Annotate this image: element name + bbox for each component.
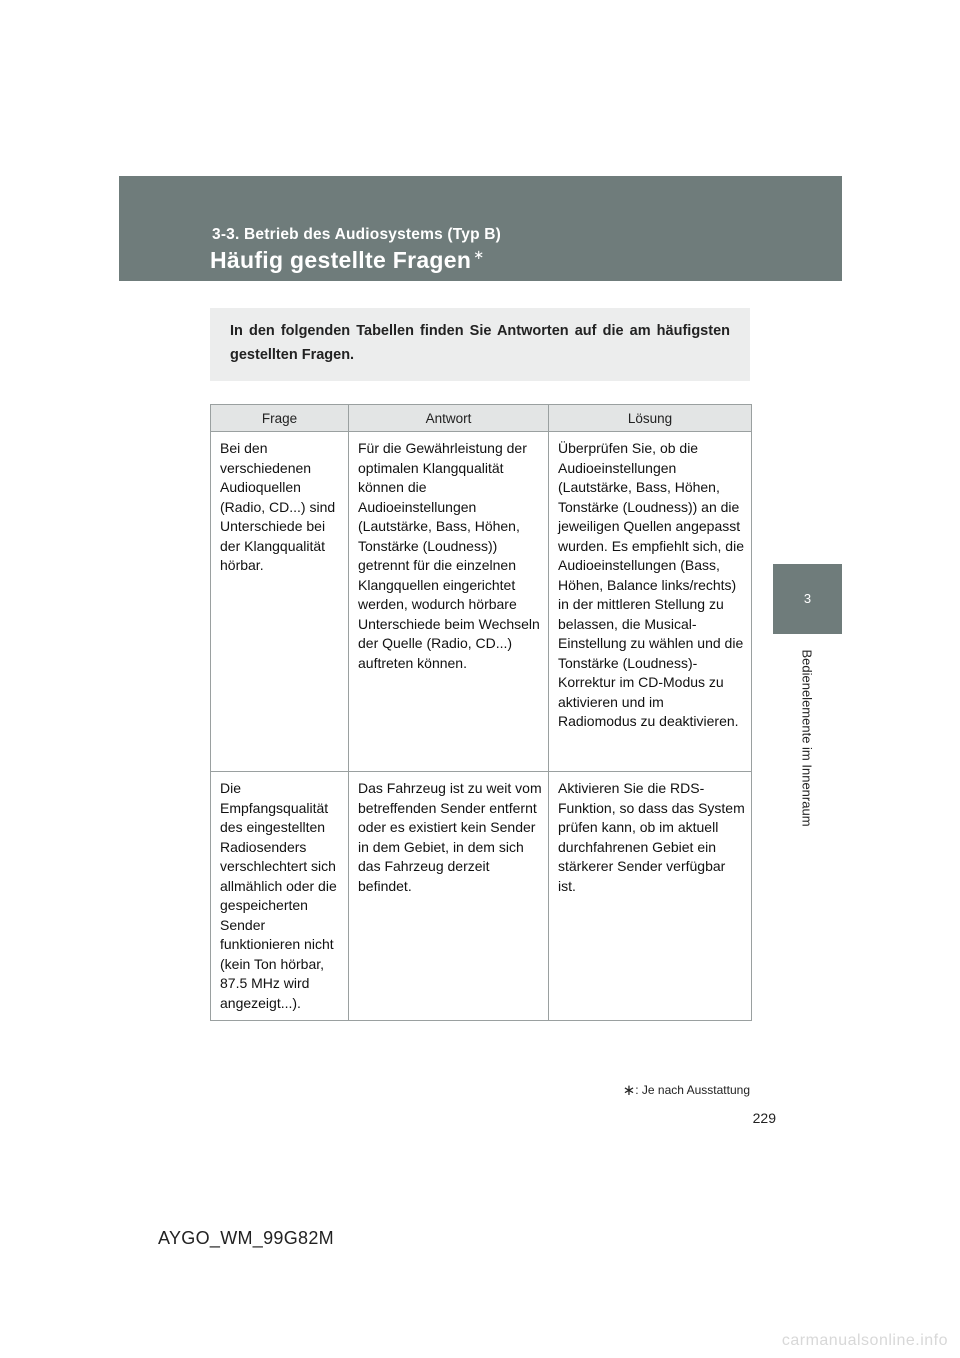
page-number: 229 — [752, 1110, 776, 1126]
document-code: AYGO_WM_99G82M — [158, 1228, 334, 1248]
chapter-label: Bedienelemente im Innenraum — [799, 649, 815, 827]
intro-text: In den folgenden Tabellen finden Sie Antworten auf die am häufigsten gestellten Fragen. — [230, 323, 730, 363]
table-header-row — [211, 405, 752, 432]
chapter-tab — [773, 564, 842, 634]
title-footnote-marker: ∗ — [473, 247, 485, 262]
page-title-text: Häufig gestellte Fragen — [210, 247, 472, 273]
watermark: carmanualsonline.info — [781, 1332, 948, 1349]
cell-antwort: Für die Gewährleistung der optimalen Klangqualität können die Audioeinstellungen (Lautstärke, Bass, Höhen, Tonstärke (Loudness)) getrennt für die einzelnen Klangquellen eingerichtet werden, wodurch hörbare Unterschiede beim Wechseln der Quelle (Radio, CD...) auftreten können. — [349, 432, 549, 772]
page-title — [210, 247, 484, 274]
cell-antwort: Das Fahrzeug ist zu weit vom betreffenden Sender entfernt oder es existiert kein Sender in dem Gebiet, in dem sich das Fahrzeug derzeit befindet. — [349, 772, 549, 1021]
cell-loesung: Überprüfen Sie, ob die Audioeinstellungen (Lautstärke, Bass, Höhen, Tonstärke (Loudness)) an die jeweiligen Quellen angepasst wurden. Es empfiehlt sich, die Audioeinstellungen (Bass, Höhen, Balance links/rechts) in der mittleren Stellung zu belassen, die Musical-Einstellung zu wählen und die Tonstärke (Loudness)-Korrektur im CD-Modus zu aktivieren und im Radiomodus zu deaktivieren. — [549, 432, 752, 772]
intro-box — [210, 308, 750, 381]
column-header-antwort: Antwort — [349, 405, 549, 432]
table-row — [211, 772, 752, 1021]
column-header-frage: Frage — [211, 405, 349, 432]
column-header-loesung: Lösung — [549, 405, 752, 432]
chapter-number: 3 — [803, 591, 812, 606]
faq-table — [210, 404, 752, 1021]
cell-frage: Bei den verschiedenen Audioquellen (Radio, CD...) sind Unterschiede bei der Klangqualität hörbar. — [211, 432, 349, 772]
table-row — [211, 432, 752, 772]
footnote — [623, 1081, 750, 1099]
section-label: 3-3. Betrieb des Audiosystems (Typ B) — [212, 226, 502, 243]
footnote-asterisk-icon: ∗ — [622, 1082, 636, 1099]
cell-frage: Die Empfangsqualität des eingestellten Radiosenders verschlechtert sich allmählich oder die gespeicherten Sender funktionieren nicht (kein Ton hörbar, 87.5 MHz wird angezeigt...). — [211, 772, 349, 1021]
cell-loesung: Aktivieren Sie die RDS-Funktion, so dass das System prüfen kann, ob im aktuell durchfahrenen Gebiet ein stärkerer Sender verfügbar ist. — [549, 772, 752, 1021]
footnote-text: : Je nach Ausstattung — [635, 1083, 750, 1097]
